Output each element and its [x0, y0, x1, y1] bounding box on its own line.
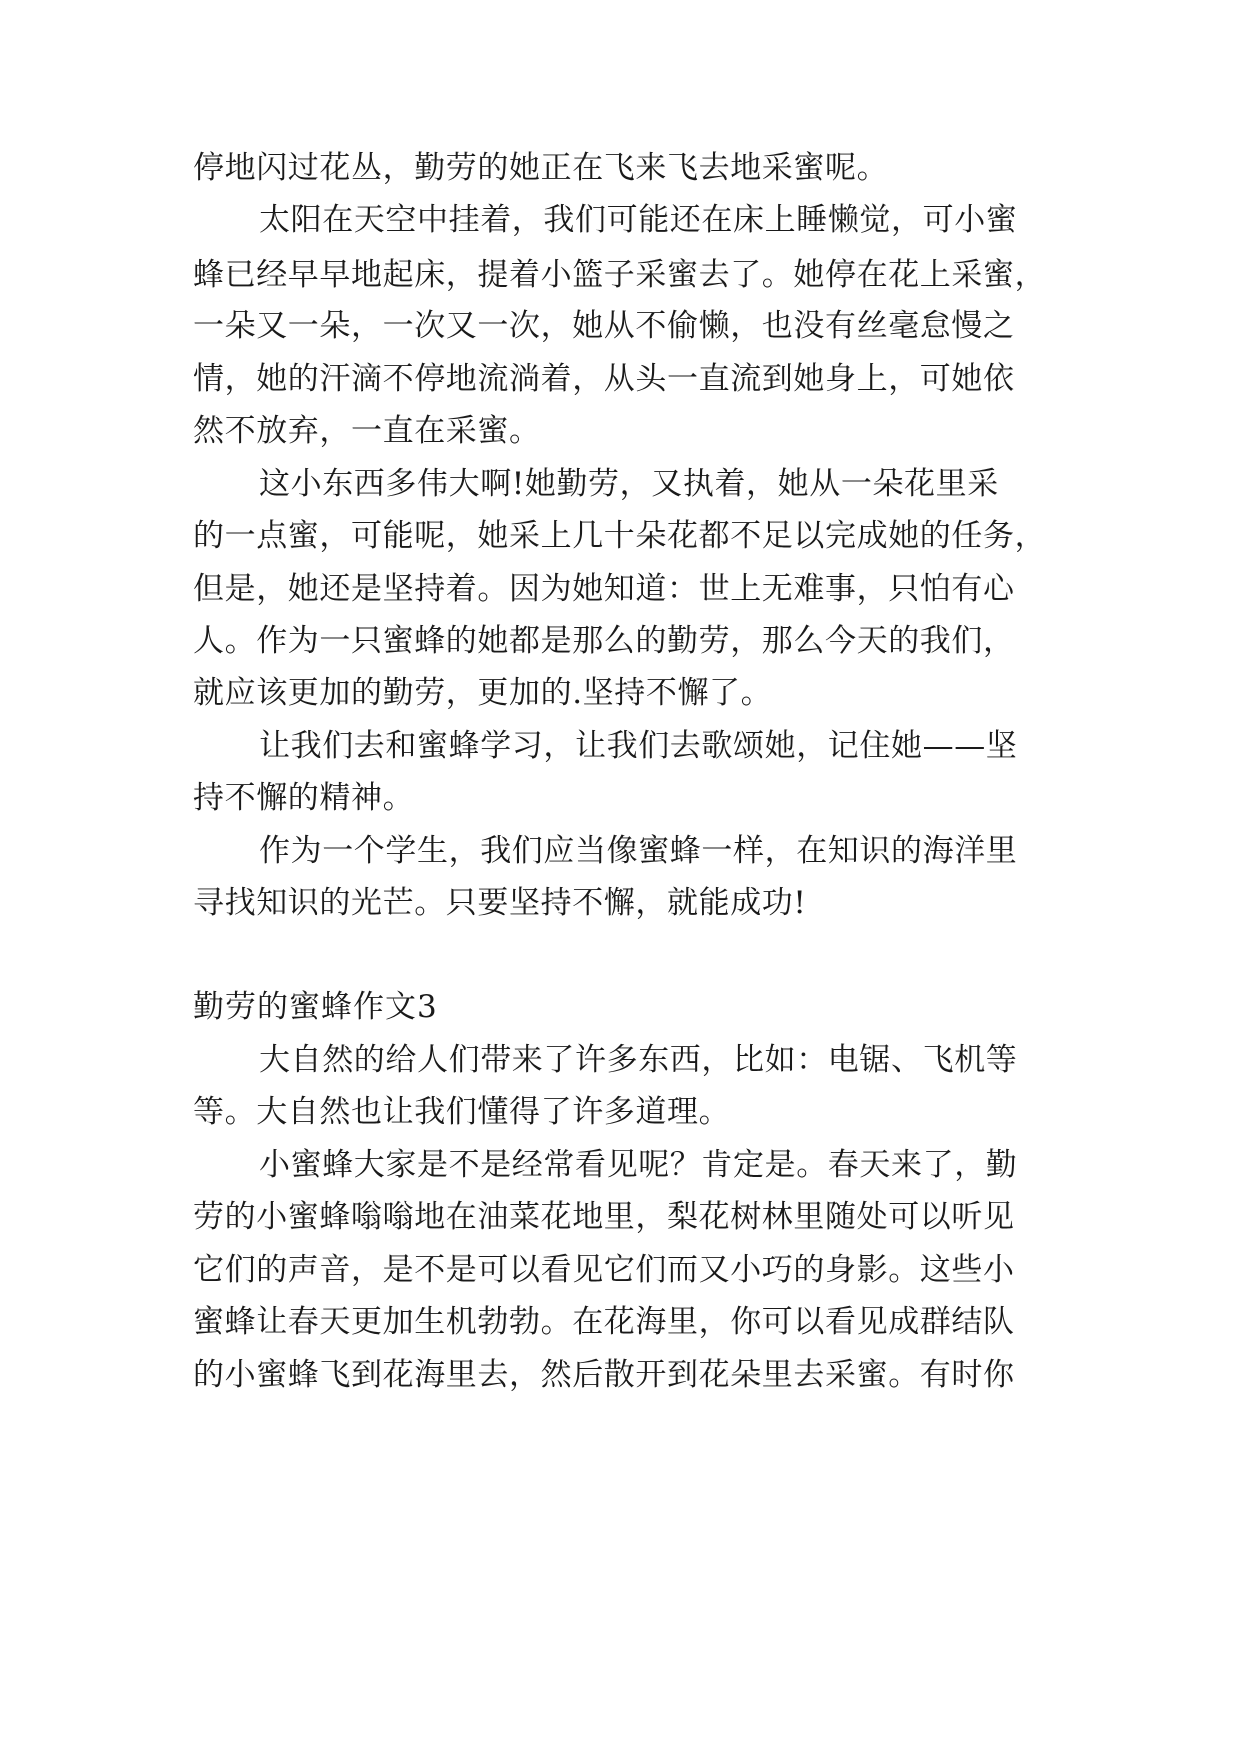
text-line: 人。作为一只蜜蜂的她都是那么的勤劳，那么今天的我们，: [193, 623, 1015, 659]
paragraph-first-line: 小蜜蜂大家是不是经常看见呢？肯定是。春天来了，勤: [259, 1147, 1018, 1183]
paragraph-first-line: 让我们去和蜜蜂学习，让我们去歌颂她，记住她——坚: [259, 728, 1018, 764]
text-line: 蜜蜂让春天更加生机勃勃。在花海里，你可以看见成群结队: [193, 1304, 1015, 1340]
text-line: 就应该更加的勤劳，更加的.坚持不懈了。: [193, 675, 773, 711]
text-line: 一朵又一朵，一次又一次，她从不偷懒，也没有丝毫怠慢之: [193, 308, 1015, 344]
text-line: 的小蜜蜂飞到花海里去，然后散开到花朵里去采蜜。有时你: [193, 1357, 1015, 1393]
paragraph-first-line: 作为一个学生，我们应当像蜜蜂一样，在知识的海洋里: [259, 833, 1018, 869]
text-line: 等。大自然也让我们懂得了许多道理。: [193, 1094, 731, 1130]
paragraph-first-line: 这小东西多伟大啊!她勤劳，又执着，她从一朵花里采: [259, 466, 999, 502]
paragraph-first-line: 大自然的给人们带来了许多东西，比如：电锯、飞机等: [259, 1042, 1018, 1078]
text-line: 蜂已经早早地起床，提着小篮子采蜜去了。她停在花上采蜜，: [193, 257, 1047, 293]
text-line: 寻找知识的光芒。只要坚持不懈，就能成功!: [193, 885, 807, 921]
text-line: 停地闪过花丛，勤劳的她正在飞来飞去地采蜜呢。: [193, 150, 889, 186]
text-line: 然不放弃，一直在采蜜。: [193, 413, 541, 449]
text-line: 劳的小蜜蜂嗡嗡地在油菜花地里，梨花树林里随处可以听见: [193, 1199, 1015, 1235]
text-line: 情，她的汗滴不停地流淌着，从头一直流到她身上，可她依: [193, 361, 1015, 397]
section-heading: 勤劳的蜜蜂作文3: [193, 989, 438, 1025]
paragraph-first-line: 太阳在天空中挂着，我们可能还在床上睡懒觉，可小蜜: [259, 202, 1018, 238]
text-line: 但是，她还是坚持着。因为她知道：世上无难事，只怕有心: [193, 571, 1015, 607]
text-line: 的一点蜜，可能呢，她采上几十朵花都不足以完成她的任务，: [193, 518, 1047, 554]
text-line: 持不懈的精神。: [193, 780, 415, 816]
text-line: 它们的声音，是不是可以看见它们而又小巧的身影。这些小: [193, 1252, 1015, 1288]
